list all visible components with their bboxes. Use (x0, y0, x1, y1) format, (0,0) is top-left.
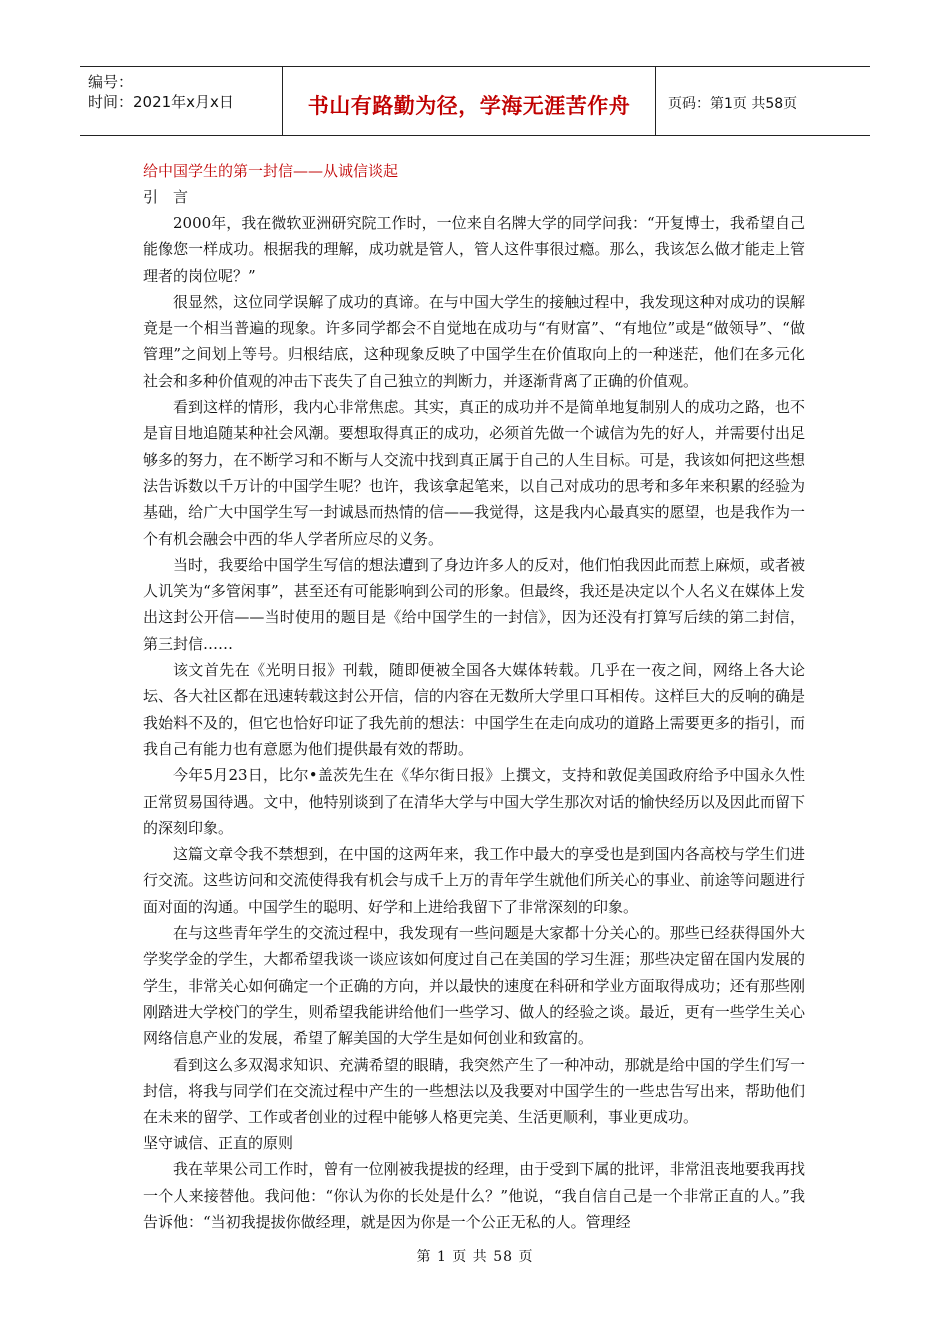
motto-text: 书山有路勤为径，学海无涯苦作舟 (307, 94, 631, 118)
section-heading: 坚守诚信、正直的原则 (143, 1134, 294, 1153)
paragraph: 这篇文章令我不禁想到，在中国的这两年来，我工作中最大的享受也是到国内各高校与学生们进行交流。这些访问和交流使得我有机会与成千上万的青年学生就他们所关心的事业、前途等问题进行面对面的沟通。中国学生的聪明、好学和上进给我留下了非常深刻的印象。 (143, 845, 805, 916)
page-header (80, 66, 870, 136)
paragraph: 看到这么多双渴求知识、充满希望的眼睛，我突然产生了一种冲动，那就是给中国的学生们写一封信，将我与同学们在交流过程中产生的一些想法以及我要对中国学生的一些忠告写出来，帮助他们在未来的留学、工作或者创业的过程中能够人格更完美、生活更顺利，事业更成功。 (143, 1055, 805, 1127)
paragraph: 我在苹果公司工作时，曾有一位刚被我提拔的经理，由于受到下属的批评，非常沮丧地要我再找一个人来接替他。我问他：“你认为你的长处是什么？”他说，“我自信自己是一个非常正直的人。”我告诉他：“当初我提拔你做经理，就是因为你是一个公正无私的人。管理经 (143, 1160, 805, 1231)
paragraph: 看到这样的情形，我内心非常焦虑。其实，真正的成功并不是简单地复制别人的成功之路，也不是盲目地追随某种社会风潮。要想取得真正的成功，必须首先做一个诚信为先的好人，并需要付出足够多的努力，在不断学习和不断与人交流中找到真正属于自己的人生目标。可是，我该如何把这些想法告诉数以千万计的中国学生呢？也许，我该拿起笔来，以自己对成功的思考和多年来积累的经验为基础，给广大中国学生写一封诚恳而热情的信——我觉得，这是我内心最真实的愿望，也是我作为一个有机会融会中西的华人学者所应尽的义务。 (143, 398, 805, 548)
document-body (143, 158, 805, 1235)
intro-heading: 引 言 (143, 188, 189, 206)
header-page-info (656, 67, 870, 135)
paragraph: 该文首先在《光明日报》刊载，随即便被全国各大媒体转载。几乎在一夜之间，网络上各大论坛、各大社区都在迅速转载这封公开信，信的内容在无数所大学里口耳相传。这样巨大的反响的确是我始料不及的，但它也恰好印证了我先前的想法：中国学生在走向成功的道路上需要更多的指引，而我自己有能力也有意愿为他们提供最有效的帮助。 (143, 661, 805, 758)
paragraph: 2000年，我在微软亚洲研究院工作时，一位来自名牌大学的同学问我：“开复博士，我希望自己能像您一样成功。根据我的理解，成功就是管人，管人这件事很过瘾。那么，我该怎么做才能走上管理者的岗位呢？” (143, 214, 805, 285)
paragraph: 今年5月23日，比尔•盖茨先生在《华尔街日报》上撰文，支持和敦促美国政府给予中国永久性正常贸易国待遇。文中，他特别谈到了在清华大学与中国大学生那次对话的愉快经历以及因此而留下的深刻印象。 (143, 766, 805, 837)
date-label: 时间：2021年x月x日 (88, 93, 234, 111)
page-info-text: 页码：第1页 共58页 (668, 96, 798, 112)
header-meta (80, 67, 283, 135)
document-title: 给中国学生的第一封信——从诚信谈起 (143, 162, 399, 180)
page-footer (0, 1246, 950, 1266)
paragraph: 当时，我要给中国学生写信的想法遭到了身边许多人的反对，他们怕我因此而惹上麻烦，或者被人讥笑为“多管闲事”，甚至还有可能影响到公司的形象。但最终，我还是决定以个人名义在媒体上发出这封公开信——当时使用的题目是《给中国学生的一封信》，因为还没有打算写后续的第二封信，第三封信…… (143, 555, 805, 653)
header-motto-cell (283, 67, 656, 135)
paragraph: 很显然，这位同学误解了成功的真谛。在与中国大学生的接触过程中，我发现这种对成功的误解竟是一个相当普遍的现象。许多同学都会不自觉地在成功与“有财富”、“有地位”或是“做领导”、“做管理”之间划上等号。归根结底，这种现象反映了中国学生在价值取向上的一种迷茫，他们在多元化社会和多种价值观的冲击下丧失了自己独立的判断力，并逐渐背离了正确的价值观。 (143, 292, 805, 390)
number-label: 编号： (88, 73, 134, 91)
footer-page-number: 第 1 页 共 58 页 (416, 1249, 534, 1265)
paragraph: 在与这些青年学生的交流过程中，我发现有一些问题是大家都十分关心的。那些已经获得国外大学奖学金的学生，大都希望我谈一谈应该如何度过自己在美国的学习生涯；那些决定留在国内发展的学生，非常关心如何确定一个正确的方向，并以最快的速度在科研和学业方面取得成功；还有那些刚刚踏进大学校门的学生，则希望我能讲给他们一些学习、做人的经验之谈。最近，更有一些学生关心网络信息产业的发展，希望了解美国的大学生是如何创业和致富的。 (143, 924, 805, 1048)
